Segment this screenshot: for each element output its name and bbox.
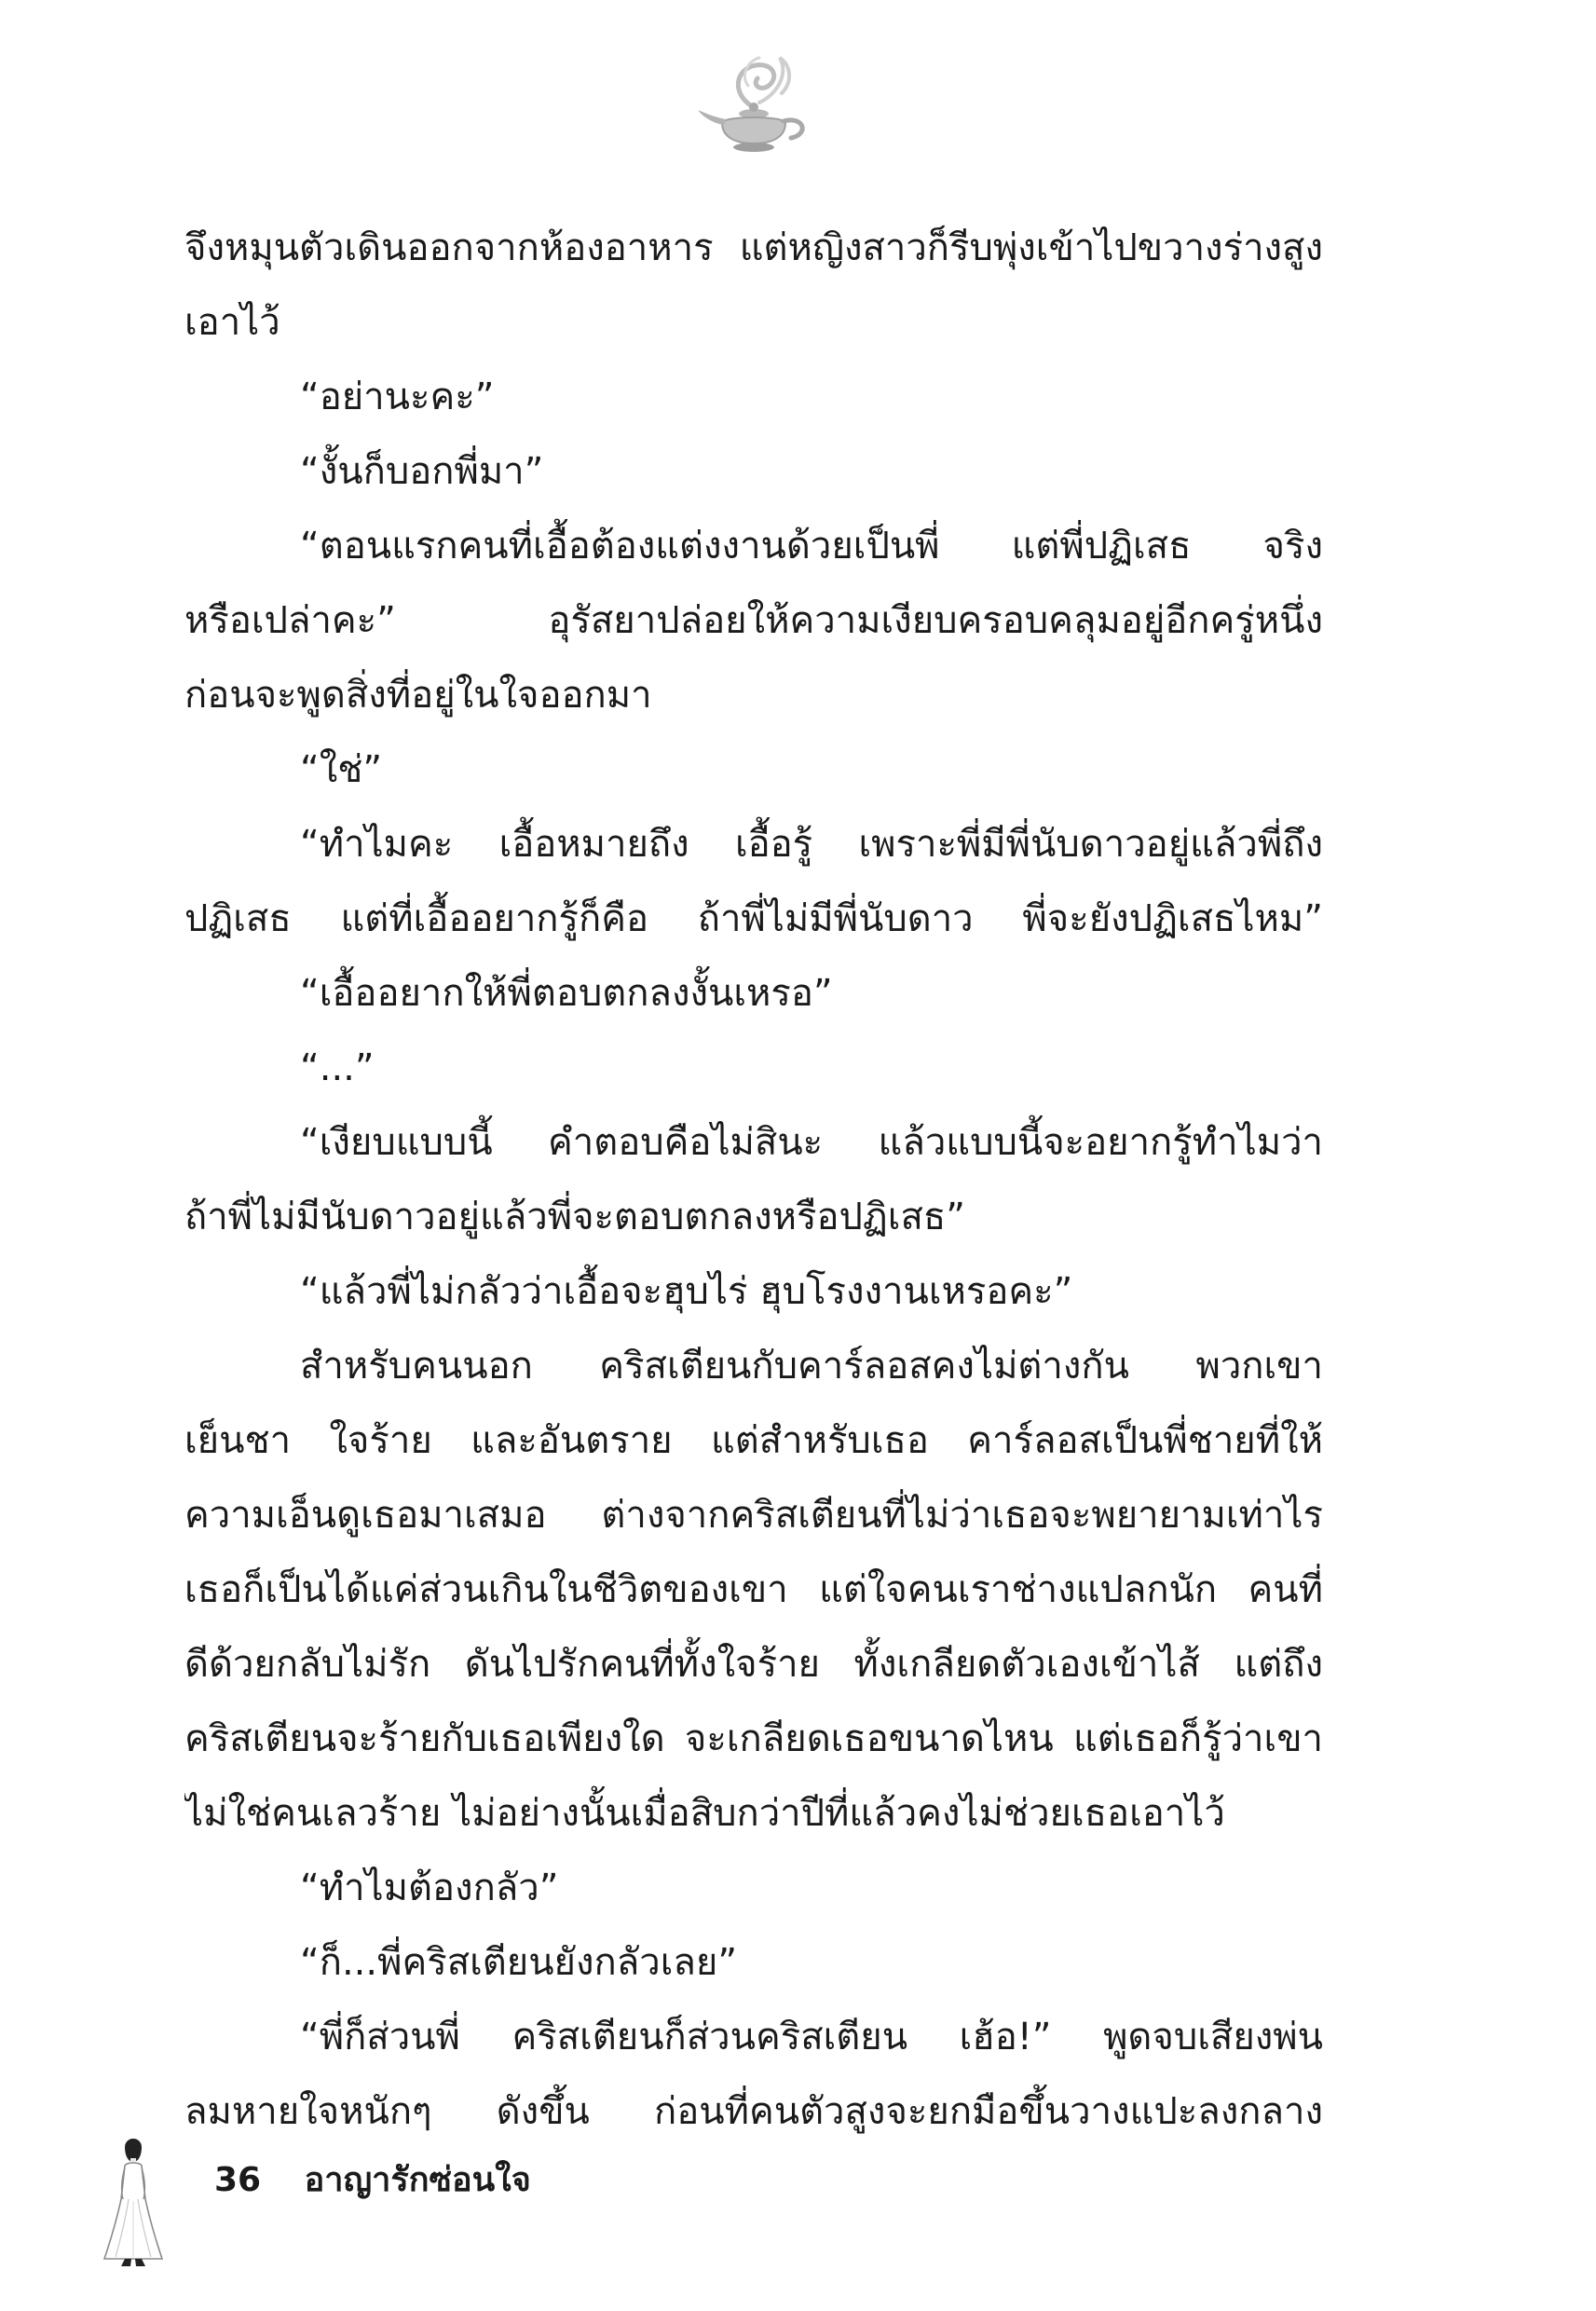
text-line: เอาไว้ xyxy=(184,301,280,344)
text-line: ถ้าพี่ไม่มีนับดาวอยู่แล้วพี่จะตอบตกลงหรือปฏิเสธ” xyxy=(184,1196,966,1238)
text-line: “แล้วพี่ไม่กลัวว่าเอื้อจะฮุบไร่ ฮุบโรงงานเหรอคะ” xyxy=(300,1270,1073,1313)
text-line: สำหรับคนนอก คริสเตียนกับคาร์ลอสคงไม่ต่างกัน พวกเขา xyxy=(300,1345,1323,1388)
text-line: ปฏิเสธ แต่ที่เอื้ออยากรู้ก็คือ ถ้าพี่ไม่มีพี่นับดาว พี่จะยังปฏิเสธไหม” xyxy=(184,897,1323,940)
text-line: หรือเปล่าคะ” อุรัสยาปล่อยให้ความเงียบครอบคลุมอยู่อีกครู่หนึ่ง xyxy=(184,599,1323,642)
text-line: ลมหายใจหนักๆ ดังขึ้น ก่อนที่คนตัวสูงจะยกมือขึ้นวางแปะลงกลาง xyxy=(184,2090,1323,2133)
text-line: “พี่ก็ส่วนพี่ คริสเตียนก็ส่วนคริสเตียน เฮ้อ!” พูดจบเสียงพ่น xyxy=(300,2016,1323,2058)
text-line: เย็นชา ใจร้าย และอันตราย แต่สำหรับเธอ คาร์ลอสเป็นพี่ชายที่ให้ xyxy=(184,1419,1323,1462)
body-text xyxy=(184,211,1323,2149)
text-line: ดีด้วยกลับไม่รัก ดันไปรักคนที่ทั้งใจร้าย ทั้งเกลียดตัวเองเข้าไส้ แต่ถึง xyxy=(184,1643,1323,1686)
text-line: “อย่านะคะ” xyxy=(300,376,495,418)
text-line: “งั้นก็บอกพี่มา” xyxy=(300,450,544,493)
text-line: จึงหมุนตัวเดินออกจากห้องอาหาร แต่หญิงสาวก็รีบพุ่งเข้าไปขวางร่างสูง xyxy=(184,226,1323,269)
text-line: “ก็...พี่คริสเตียนยังกลัวเลย” xyxy=(300,1941,738,1984)
genie-lamp-icon xyxy=(694,48,815,160)
text-line: “เงียบแบบนี้ คำตอบคือไม่สินะ แล้วแบบนี้จะอยากรู้ทำไมว่า xyxy=(300,1121,1323,1164)
text-line: “ทำไมคะ เอื้อหมายถึง เอื้อรู้ เพราะพี่มีพี่นับดาวอยู่แล้วพี่ถึง xyxy=(300,823,1323,866)
text-line: “ใช่” xyxy=(300,748,383,791)
page-number: 36 xyxy=(214,2161,262,2199)
text-line: “เอื้ออยากให้พี่ตอบตกลงงั้นเหรอ” xyxy=(300,972,833,1015)
text-line: ความเอ็นดูเธอมาเสมอ ต่างจากคริสเตียนที่ไม่ว่าเธอจะพยายามเท่าไร xyxy=(184,1494,1323,1537)
text-line: “ทำไมต้องกลัว” xyxy=(300,1867,559,1909)
woman-in-white-dress-icon xyxy=(101,2134,166,2274)
text-line: เธอก็เป็นได้แค่ส่วนเกินในชีวิตของเขา แต่ใจคนเราช่างแปลกนัก คนที่ xyxy=(184,1568,1323,1611)
text-line: คริสเตียนจะร้ายกับเธอเพียงใด จะเกลียดเธอขนาดไหน แต่เธอก็รู้ว่าเขา xyxy=(184,1717,1323,1760)
text-line: “...” xyxy=(300,1046,375,1089)
text-line: “ตอนแรกคนที่เอื้อต้องแต่งงานด้วยเป็นพี่ แต่พี่ปฏิเสธ จริง xyxy=(300,525,1323,567)
text-line: ก่อนจะพูดสิ่งที่อยู่ในใจออกมา xyxy=(184,674,652,717)
book-title: อาญารักซ่อนใจ xyxy=(304,2161,531,2199)
text-line: ไม่ใช่คนเลวร้าย ไม่อย่างนั้นเมื่อสิบกว่าปีที่แล้วคงไม่ช่วยเธอเอาไว้ xyxy=(184,1792,1225,1835)
page-footer xyxy=(214,2153,531,2208)
